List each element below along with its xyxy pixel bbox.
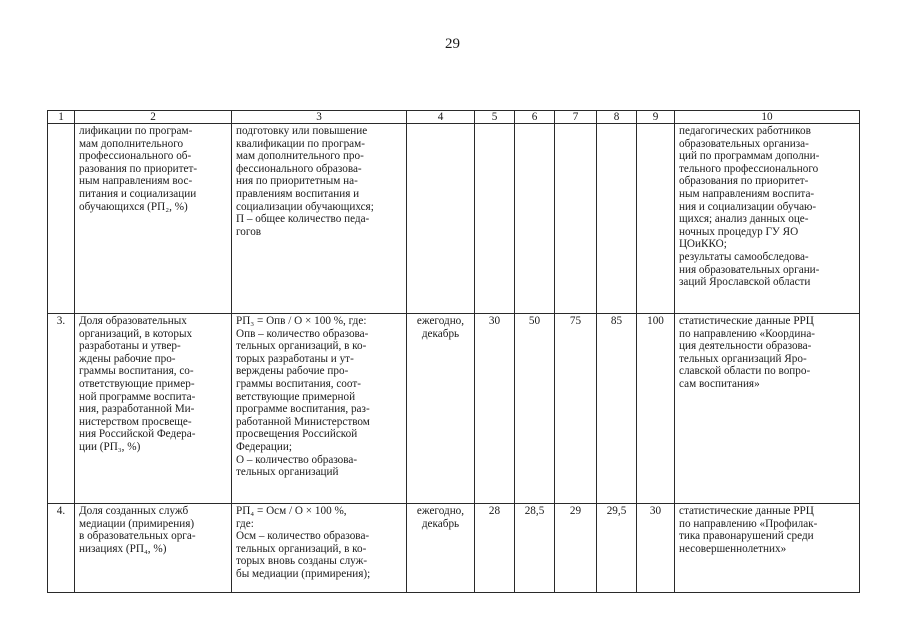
value-cell: 50 (515, 314, 555, 504)
value-cell: 28,5 (515, 504, 555, 593)
column-header: 3 (232, 111, 407, 124)
column-header: 6 (515, 111, 555, 124)
formula-cell: РП₃ = Oпв / O × 100 %, где: Oпв – количество образова- тельных организаций, в ко- торых разработаны и ут- верждены рабочие про- граммы воспитания, соот- ветствующие примерной программе воспитания, раз- работанной Министерством просвещения Российской Федерации; O – количество образова- тельных организаций (232, 314, 407, 504)
formula-cell: РП₄ = Oсм / O × 100 %, где: Oсм – количество образова- тельных организаций, в ко- торых вновь созданы служ- бы медиации (примирения); (232, 504, 407, 593)
table-row (48, 314, 860, 504)
value-cell: 28 (475, 504, 515, 593)
value-cell: 75 (555, 314, 597, 504)
column-header: 7 (555, 111, 597, 124)
value-cell: 85 (597, 314, 637, 504)
value-cell (597, 124, 637, 314)
value-cell (555, 124, 597, 314)
data-source-cell: статистические данные РРЦ по направлению «Профилак- тика правонарушений среди несовершеннолетних» (675, 504, 860, 593)
period-cell (407, 124, 475, 314)
column-header: 9 (637, 111, 675, 124)
value-cell: 30 (475, 314, 515, 504)
column-header: 2 (75, 111, 232, 124)
value-cell: 29,5 (597, 504, 637, 593)
indicator-name-cell: лификации по програм- мам дополнительного профессионального об- разования по приоритет- ным направлениям вос- питания и социализации обучающихся (РП₂, %) (75, 124, 232, 314)
column-header: 4 (407, 111, 475, 124)
row-number-cell: 3. (48, 314, 75, 504)
row-number-cell (48, 124, 75, 314)
data-source-cell: педагогических работников образовательных организа- ций по программам дополни- тельного профессионального образования по приоритет- ным направлениям воспита- ния и социализации обучаю- щихся; анализ данных оце- ночных процедур ГУ ЯО ЦОиККО; результаты самообследова- ния образовательных органи- заций Ярославской области (675, 124, 860, 314)
indicator-name-cell: Доля созданных служб медиации (примирения) в образовательных орга- низациях (РП₄, %) (75, 504, 232, 593)
table-row (48, 124, 860, 314)
column-header: 8 (597, 111, 637, 124)
column-header: 1 (48, 111, 75, 124)
indicator-name-cell: Доля образовательных организаций, в которых разработаны и утвер- ждены рабочие про- граммы воспитания, со- ответствующие пример- ной программе воспита- ния, разработанной Ми- нистерством просвеще- ния Российской Федера- ции (РП₃, %) (75, 314, 232, 504)
period-cell: ежегодно, декабрь (407, 504, 475, 593)
indicators-table (47, 110, 860, 593)
value-cell: 29 (555, 504, 597, 593)
table-header-row (48, 111, 860, 124)
value-cell (515, 124, 555, 314)
value-cell (475, 124, 515, 314)
table-row (48, 504, 860, 593)
period-cell: ежегодно, декабрь (407, 314, 475, 504)
value-cell: 100 (637, 314, 675, 504)
column-header: 5 (475, 111, 515, 124)
row-number-cell: 4. (48, 504, 75, 593)
value-cell (637, 124, 675, 314)
column-header: 10 (675, 111, 860, 124)
formula-cell: подготовку или повышение квалификации по програм- мам дополнительного про- фессионального образова- ния по приоритетным на- правлениям воспитания и социализации обучающихся; П – общее количество педа- гогов (232, 124, 407, 314)
page-number: 29 (445, 36, 460, 52)
value-cell: 30 (637, 504, 675, 593)
data-source-cell: статистические данные РРЦ по направлению «Координа- ция деятельности образова- тельных организаций Яро- славской области по вопро- сам воспитания» (675, 314, 860, 504)
